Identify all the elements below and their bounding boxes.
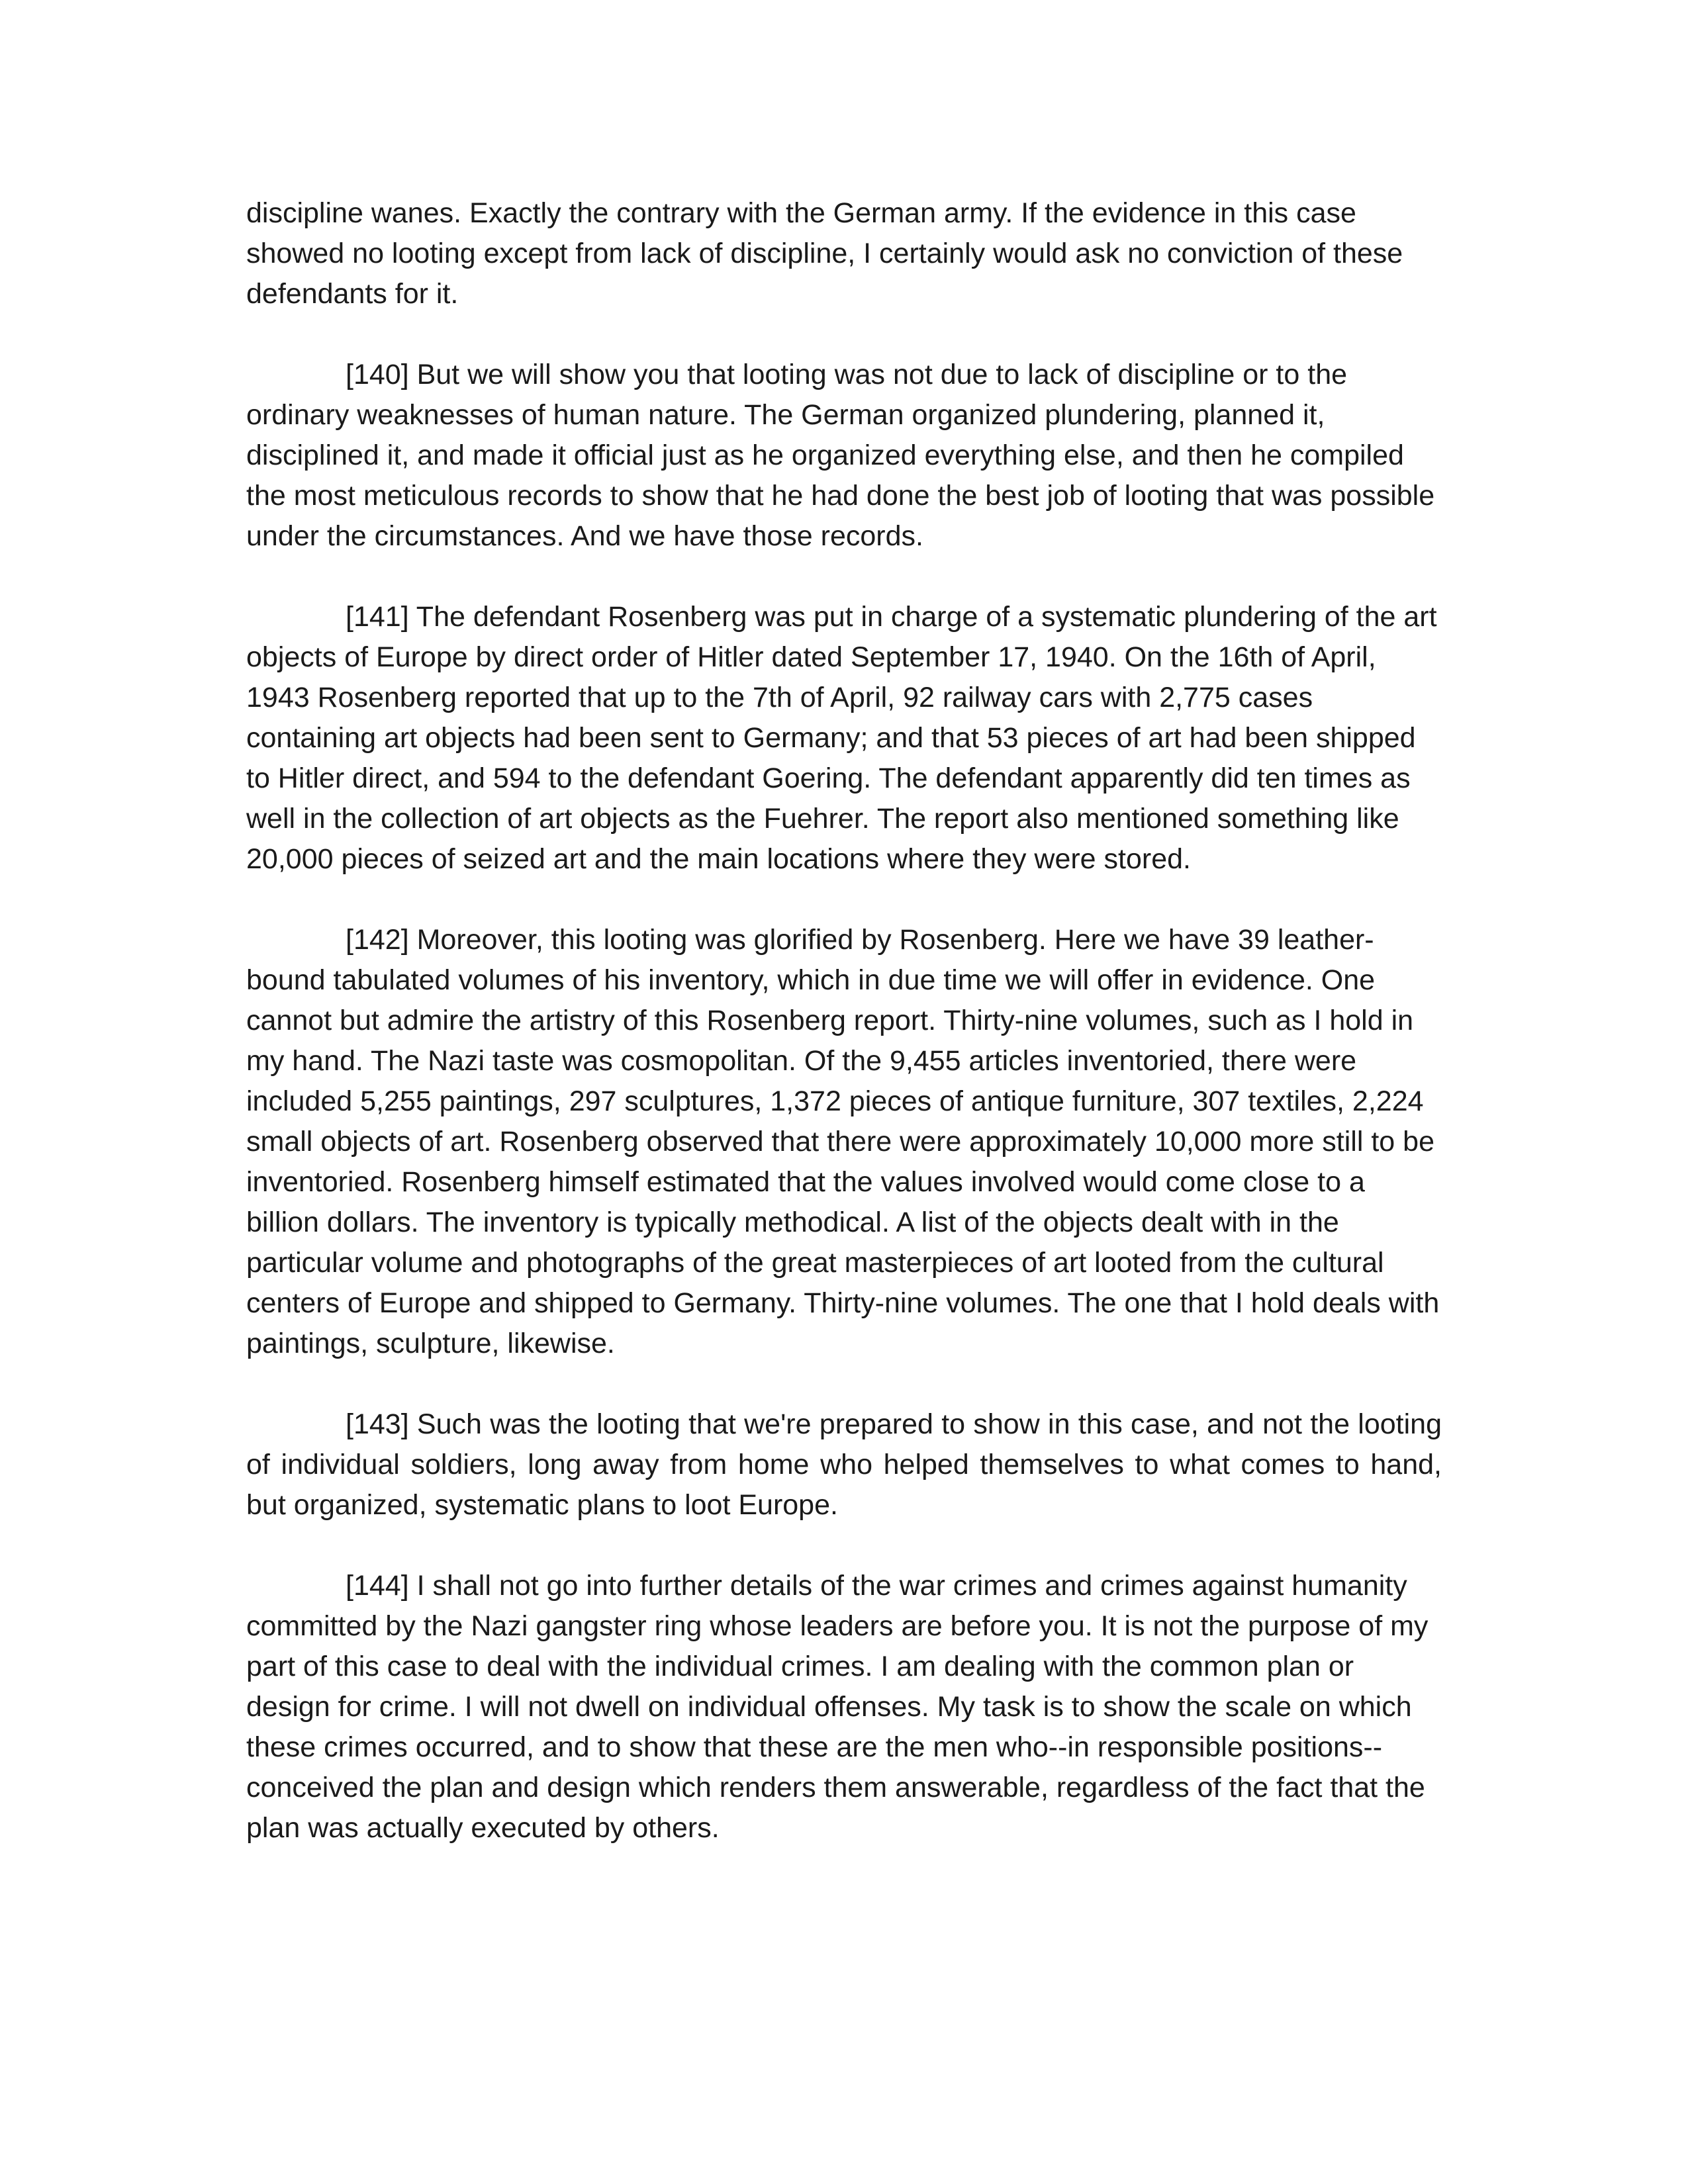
paragraph-144: [144] I shall not go into further details of the war crimes and crimes against humanity committed by the Nazi gangster ring whose leaders are before you. It is not the purpose of my part of this case to deal with the individual crimes. I am dealing with the common plan or design for crime. I will not dwell on individual offenses. My task is to show the scale on which these crimes occurred, and to show that these are the men who--in responsible positions--conceived the plan and design which renders them answerable, regardless of the fact that the plan was actually executed by others. <box>246 1570 1429 1844</box>
paragraph-continuation: discipline wanes. Exactly the contrary with the German army. If the evidence in this case showed no looting except from lack of discipline, I certainly would ask no conviction of these defendants for it. <box>246 197 1403 310</box>
paragraph-140: [140] But we will show you that looting was not due to lack of discipline or to the ordinary weaknesses of human nature. The German organized plundering, planned it, disciplined it, and made it official just as he organized everything else, and then he compiled the most meticulous records to show that he had done the best job of looting that was possible under the circumstances. And we have those records. <box>246 359 1435 552</box>
paragraph-142: [142] Moreover, this looting was glorified by Rosenberg. Here we have 39 leather-bound tabulated volumes of his inventory, which in due time we will offer in evidence. One cannot but admire the artistry of this Rosenberg report. Thirty-nine volumes, such as I hold in my hand. The Nazi taste was cosmopolitan. Of the 9,455 articles inventoried, there were included 5,255 paintings, 297 sculptures, 1,372 pieces of antique furniture, 307 textiles, 2,224 small objects of art. Rosenberg observed that there were approximately 10,000 more still to be inventoried. Rosenberg himself estimated that the values involved would come close to a billion dollars. The inventory is typically methodical. A list of the objects dealt with in the particular volume and photographs of the great masterpieces of art looted from the cultural centers of Europe and shipped to Germany. Thirty-nine volumes. The one that I hold deals with paintings, sculpture, likewise. <box>246 924 1440 1359</box>
paragraph-141: [141] The defendant Rosenberg was put in charge of a systematic plundering of the art objects of Europe by direct order of Hitler dated September 17, 1940. On the 16th of April, 1943 Rosenberg reported that up to the 7th of April, 92 railway cars with 2,775 cases containing art objects had been sent to Germany; and that 53 pieces of art had been shipped to Hitler direct, and 594 to the defendant Goering. The defendant apparently did ten times as well in the collection of art objects as the Fuehrer. The report also mentioned something like 20,000 pieces of seized art and the main locations where they were stored. <box>246 601 1437 875</box>
paragraph-143: [143] Such was the looting that we're prepared to show in this case, and not the looting of individual soldiers, long away from home who helped themselves to what comes to hand, but organized, systematic plans to loot Europe. <box>246 1408 1442 1521</box>
document-page <box>246 193 1442 1848</box>
